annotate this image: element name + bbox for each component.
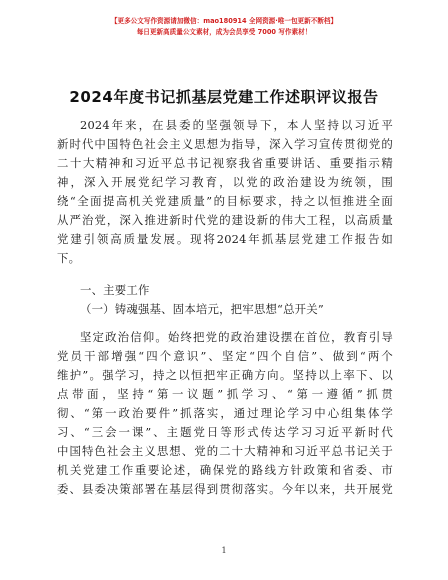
document-title: 2024年度书记抓基层党建工作述职评议报告 bbox=[69, 88, 379, 106]
section-heading: 一、主要工作 bbox=[80, 283, 150, 297]
paragraph-line: 党员干部增强“四个意识”、坚定“四个自信”、做到“两个 bbox=[57, 349, 393, 363]
paragraph-line: 彻、“第一政治要件”抓落实，通过理论学习中心组集体学 bbox=[57, 406, 393, 420]
paragraph-line: 中国特色社会主义思想、党的二十大精神和习近平总书记关于 bbox=[57, 444, 393, 458]
header-banner-line-1: 【更多公文写作资源请加微信：mao180914 全网资源·唯一包更新不断档】 bbox=[110, 17, 338, 25]
paragraph-line: 机关党建工作重要论述，确保党的路线方针政策和省委、市 bbox=[57, 463, 393, 477]
subsection-heading: （一）铸魂强基、固本培元，把牢思想“总开关” bbox=[80, 302, 324, 316]
paragraph-line: 维护”。强学习，持之以恒把牢正确方向。坚持以上率下、以 bbox=[57, 368, 393, 382]
paragraph-line: 2024年来，在县委的坚强领导下，本人坚持以习近平 bbox=[80, 118, 393, 132]
paragraph-line: 绕“全面提高机关党建质量”的目标要求，持之以恒推进全面 bbox=[57, 194, 393, 208]
paragraph-line: 二十大精神和习近平总书记视察我省重要讲话、重要指示精 bbox=[57, 156, 393, 170]
paragraph-line: 坚定政治信仰。始终把党的政治建设摆在首位，教育引导 bbox=[80, 330, 393, 344]
paragraph-line: 委、县委决策部署在基层得到贯彻落实。今年以来，共开展党 bbox=[57, 482, 393, 496]
header-banner-line-2: 每日更新高质量公文素材，成为会员享受 7000 写作素材！ bbox=[136, 28, 312, 36]
paragraph-line: 从严治党，深入推进新时代党的建设新的伟大工程，以高质量 bbox=[57, 213, 393, 227]
paragraph-line: 习、“三会一课”、主题党日等形式传达学习习近平新时代 bbox=[57, 425, 393, 439]
paragraph-line: 党建引领高质量发展。现将2024年抓基层党建工作报告如 bbox=[57, 232, 393, 246]
page-number: 1 bbox=[221, 546, 227, 555]
paragraph-line: 下。 bbox=[57, 251, 81, 265]
paragraph-line: 点带面，坚持“第一议题”抓学习、“第一遵循”抓贯 bbox=[57, 387, 393, 401]
paragraph-line: 新时代中国特色社会主义思想为指导，深入学习宣传贯彻党的 bbox=[57, 137, 393, 151]
paragraph-line: 神，深入开展党纪学习教育，以党的政治建设为统领，围 bbox=[57, 175, 393, 189]
